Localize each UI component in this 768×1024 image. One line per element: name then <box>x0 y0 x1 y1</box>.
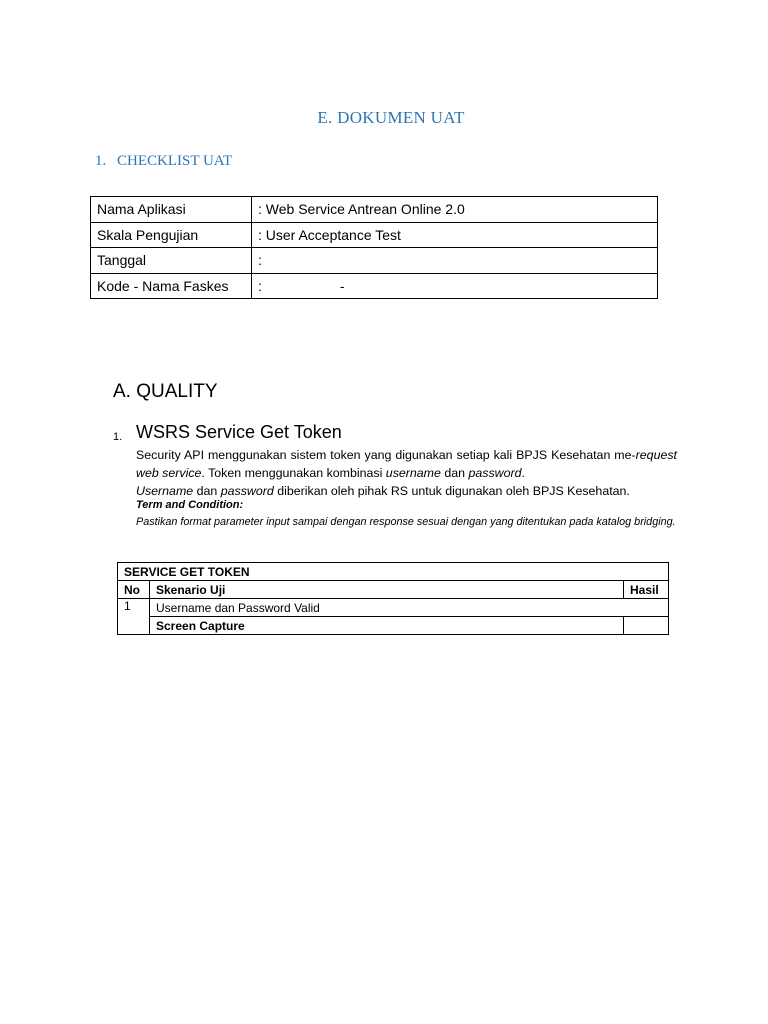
info-value: : Web Service Antrean Online 2.0 <box>252 197 658 223</box>
description-paragraph <box>136 446 677 482</box>
info-key: Tanggal <box>91 248 252 274</box>
item-title: WSRS Service Get Token <box>136 422 342 442</box>
text-run-italic: password <box>220 484 274 498</box>
table-row <box>118 599 669 617</box>
screen-capture-label: Screen Capture <box>150 617 624 635</box>
table-row <box>91 197 658 223</box>
info-value-cell <box>252 273 658 299</box>
checklist-heading <box>95 153 232 170</box>
page-title: E. DOKUMEN UAT <box>317 108 465 127</box>
table-header-row <box>118 581 669 599</box>
info-value: : <box>258 277 262 294</box>
table-row <box>91 222 658 248</box>
text-run: Security API menggunakan sistem token yang digunakan setiap kali BPJS Kesehatan me- <box>136 448 636 462</box>
checklist-label: CHECKLIST UAT <box>117 153 233 169</box>
info-value: : User Acceptance Test <box>252 222 658 248</box>
text-run-italic: username <box>385 466 441 480</box>
checklist-number: 1. <box>95 153 107 169</box>
table-row <box>118 563 669 581</box>
service-table <box>117 562 669 635</box>
row-hasil <box>624 617 669 635</box>
info-value-dash: - <box>339 277 345 294</box>
text-run: dan <box>440 466 469 480</box>
term-label: Term and Condition: <box>136 499 244 511</box>
credentials-paragraph <box>136 482 677 500</box>
col-header-skenario: Skenario Uji <box>150 581 624 599</box>
table-row <box>91 273 658 299</box>
section-heading: A. QUALITY <box>113 381 218 402</box>
text-run-italic: request web service <box>136 448 677 480</box>
col-header-hasil: Hasil <box>624 581 669 599</box>
text-run: . Token menggunakan kombinasi <box>201 466 386 480</box>
text-run-italic: password <box>468 466 522 480</box>
info-key: Skala Pengujian <box>91 222 252 248</box>
table-row <box>118 617 669 635</box>
table-row <box>91 248 658 274</box>
text-run: dan <box>193 484 221 498</box>
text-run: . <box>521 466 525 480</box>
info-value: : <box>252 248 658 274</box>
info-key: Nama Aplikasi <box>91 197 252 223</box>
text-run-italic: Username <box>136 484 194 498</box>
text-run: diberikan oleh pihak RS untuk digunakan oleh BPJS Kesehatan. <box>273 484 630 498</box>
row-no: 1 <box>118 599 150 635</box>
info-table <box>90 196 658 299</box>
info-key: Kode - Nama Faskes <box>91 273 252 299</box>
service-table-title: SERVICE GET TOKEN <box>118 563 669 581</box>
row-skenario: Username dan Password Valid <box>150 599 669 617</box>
term-text: Pastikan format parameter input sampai dengan response sesuai dengan yang ditentukan pada katalog bridging. <box>136 516 676 528</box>
col-header-no: No <box>118 581 150 599</box>
item-number: 1. <box>113 431 123 443</box>
